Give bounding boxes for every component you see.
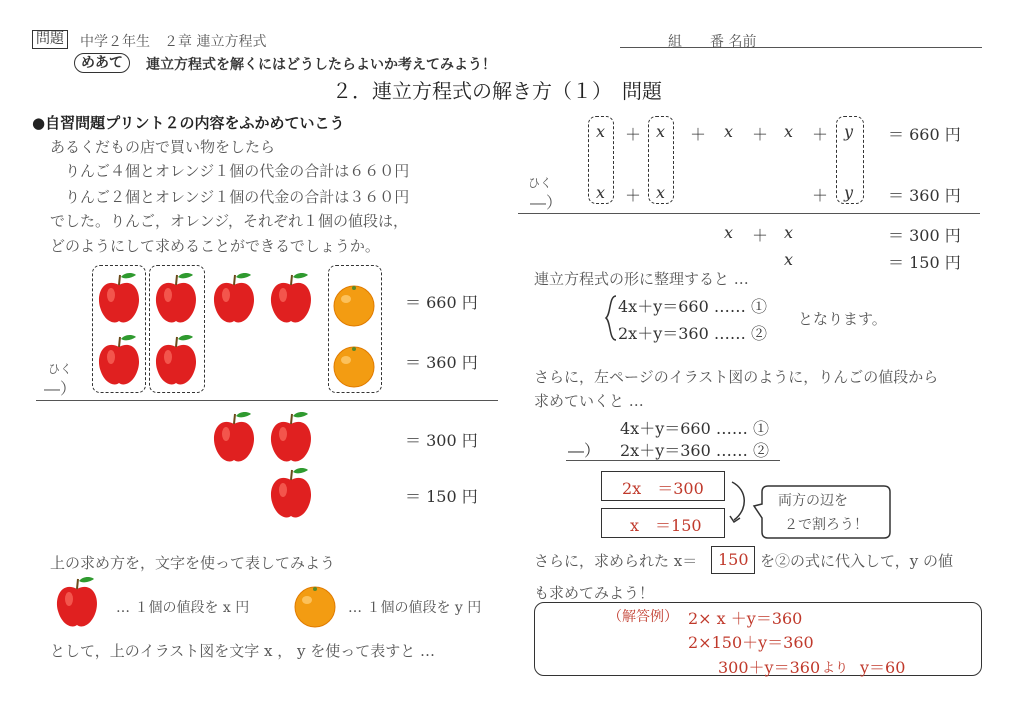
r2-y: y: [844, 183, 854, 202]
result-2x: 2x ＝300: [622, 479, 704, 498]
apple-icon: [54, 575, 100, 631]
apple-icon: [153, 271, 199, 327]
story-line-5: どのようにして求めることができるでしょうか。: [50, 237, 380, 255]
calc-eq-2: 2x＋y＝360 …… ②: [620, 441, 769, 460]
goal-tag: めあて: [74, 53, 130, 73]
apple-icon: [268, 271, 314, 327]
orange-icon: [331, 283, 377, 327]
apple-icon: [153, 333, 199, 389]
system-intro: 連立方程式の形に整理すると …: [534, 270, 749, 288]
system-brace-icon: [604, 294, 618, 342]
r2-p2: ＋: [812, 186, 829, 205]
r1-x1: x: [596, 122, 606, 141]
left-heading: ●自習問題プリント２の内容をふかめていこう: [32, 114, 345, 132]
answer-line-3: 300＋y＝360: [718, 658, 821, 677]
answer-line-1: 2× x ＋y＝360: [688, 609, 803, 628]
answer-label: （解答例）: [608, 609, 678, 625]
apple-icon: [96, 333, 142, 389]
substitute-text-3: も求めてみよう！: [534, 584, 655, 602]
story-line-2: りんご４個とオレンジ１個の代金の合計は６６０円: [50, 162, 410, 180]
r2-p1: ＋: [625, 186, 642, 205]
system-eq-1: 4x＋y＝660 …… ①: [618, 297, 767, 316]
story-line-3: りんご２個とオレンジ１個の代金の合計は３６０円: [50, 188, 410, 206]
r2-x2: x: [656, 183, 666, 202]
subtract-sign: ―）: [44, 379, 77, 398]
r3-p1: ＋: [752, 226, 769, 245]
r1-x2: x: [656, 122, 666, 141]
r3-eq: ＝ 300 円: [888, 226, 961, 245]
apple-icon: [268, 466, 314, 522]
bubble-line-2: ２で割ろう！: [784, 517, 868, 533]
problem-tag: 問題: [32, 30, 68, 49]
r1-p1: ＋: [625, 125, 642, 144]
curved-arrow-icon: [726, 480, 750, 526]
left-subtract-line: [36, 400, 498, 401]
system-after: となります。: [798, 310, 887, 328]
r3-x2: x: [784, 223, 794, 242]
bubble-line-1: 両方の辺を: [778, 493, 848, 509]
para2-line1: さらに，左ページのイラスト図のように，りんごの値段から: [534, 368, 939, 386]
r4-eq: ＝ 150 円: [888, 253, 961, 272]
r1-p3: ＋: [752, 125, 769, 144]
calc-line: [566, 460, 780, 461]
row2-total: ＝ 360 円: [405, 353, 478, 372]
orange-icon: [292, 584, 338, 628]
r1-eq: ＝ 660 円: [888, 125, 961, 144]
para2-line2: 求めていくと …: [534, 392, 644, 410]
r1-y: y: [844, 122, 854, 141]
r1-x3: x: [724, 122, 734, 141]
substitute-text-2: を②の式に代入して，y の値: [760, 552, 953, 570]
closing-text: として，上のイラスト図を文字 x ， y を使って表すと …: [50, 642, 436, 660]
r4-x: x: [784, 250, 794, 269]
apple-icon: [96, 271, 142, 327]
answer-line-2: 2×150＋y＝360: [688, 633, 814, 652]
calc-subtract-sign: ―）: [568, 441, 601, 460]
subject-label: 中学２年生 ２章 連立方程式: [80, 34, 267, 50]
calc-eq-1: 4x＋y＝660 …… ①: [620, 419, 769, 438]
r1-p4: ＋: [812, 125, 829, 144]
apple-definition: … １個の値段を x 円: [116, 600, 250, 616]
substitute-text-1: さらに，求められた x＝: [534, 552, 698, 570]
result-x: x ＝150: [630, 516, 702, 535]
name-fields: 組 番 名前: [668, 34, 757, 50]
goal-text: 連立方程式を解くにはどうしたらよいか考えてみよう！: [146, 57, 496, 73]
right-subtract-label: ひく: [528, 176, 553, 190]
name-underline: [620, 47, 982, 48]
story-line-1: あるくだもの店で買い物をしたら: [50, 138, 276, 156]
r2-eq: ＝ 360 円: [888, 186, 961, 205]
subtract-label: ひく: [48, 362, 73, 376]
row1-total: ＝ 660 円: [405, 293, 478, 312]
right-subtract-line: [518, 213, 980, 214]
story-line-4: でした。りんご，オレンジ，それぞれ１個の値段は，: [50, 212, 409, 230]
right-subtract-sign: ―）: [530, 193, 563, 212]
row4-total: ＝ 150 円: [405, 487, 478, 506]
answer-line-3-mid: より: [822, 661, 849, 676]
answer-line-3-end: y＝60: [860, 658, 906, 677]
apple-icon: [211, 271, 257, 327]
orange-icon: [331, 344, 377, 388]
system-eq-2: 2x＋y＝360 …… ②: [618, 324, 767, 343]
apple-icon: [268, 410, 314, 466]
page-title: ２．連立方程式の解き方（１） 問題: [332, 79, 662, 103]
r1-x4: x: [784, 122, 794, 141]
r2-x1: x: [596, 183, 606, 202]
apple-icon: [211, 410, 257, 466]
r3-x1: x: [724, 223, 734, 242]
r1-p2: ＋: [690, 125, 707, 144]
substitute-value: 150: [718, 550, 749, 569]
orange-definition: … １個の値段を y 円: [348, 600, 482, 616]
expr-intro: 上の求め方を，文字を使って表してみよう: [50, 554, 336, 572]
row3-total: ＝ 300 円: [405, 431, 478, 450]
